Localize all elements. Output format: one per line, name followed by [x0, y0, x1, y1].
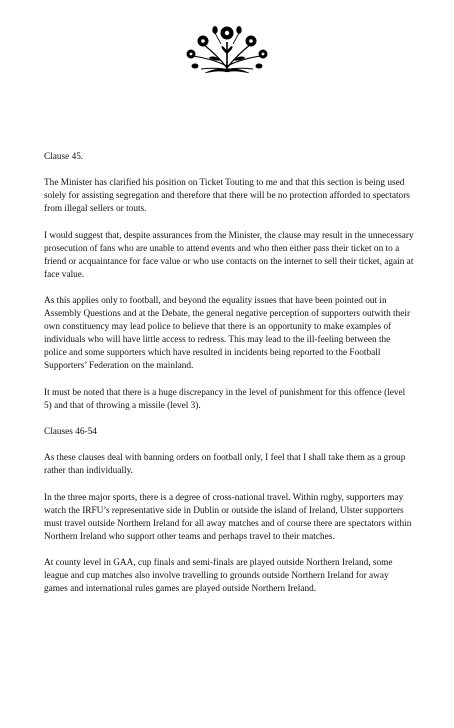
- paragraph-banning-orders: As these clauses deal with banning orders on football only, I feel that I shall take them as a group rather than individually.: [44, 453, 406, 477]
- paragraph-cross-national-travel: In the three major sports, there is a degree of cross-national travel. Within rugby, supporters may watch the IRFU’s representative side in Dublin or outside the island of Ireland, Ulster supporters must travel outside Northern Ireland for all away matches and of course there are spectators within Northern Ireland who support other teams and perhaps travel to their matches.: [44, 492, 412, 542]
- clauses-46-54-heading: Clauses 46-54: [44, 426, 97, 437]
- paragraph-football-equality: As this applies only to football, and beyond the equality issues that have been pointed out in Assembly Questions and at the Debate, the general negative perception of supporters outwith their own constituency may lead police to believe that there is an opportunity to make examples of individuals who will have little access to redress. This may lead to the ill-feeling between the police and some supporters which have resulted in incidents being reported to the Football Supporters’ Federation on the mainland.: [44, 296, 411, 372]
- clause-45-heading: Clause 45.: [44, 152, 84, 162]
- paragraph-ticket-touting: The Minister has clarified his position on Ticket Touting to me and that this section is being used solely for assisting segregation and therefore that there will be no protection afforded to spectators from illegal sellers or touts.: [44, 178, 410, 215]
- paragraph-prosecution-of-fans: I would suggest that, despite assurances from the Minister, the clause may result in the unnecessary prosecution of fans who are unable to attend events and who then either pass their ticket on to a friend or acquaintance for face value or who use contacts on the internet to sell their ticket, again at face value.: [44, 230, 414, 280]
- flax-flower-emblem-icon: [181, 22, 273, 74]
- paragraph-gaa-county-level: At county level in GAA, cup finals and semi-finals are played outside Northern Ireland, some league and cup matches also involve travelling to grounds outside Northern Ireland for away games and international rules games are played outside Northern Ireland.: [44, 558, 393, 595]
- document-body: [44, 151, 414, 610]
- paragraph-punishment-discrepancy: It must be noted that there is a huge discrepancy in the level of punishment for this offence (level 5) and that of throwing a missile (level 3).: [44, 387, 406, 411]
